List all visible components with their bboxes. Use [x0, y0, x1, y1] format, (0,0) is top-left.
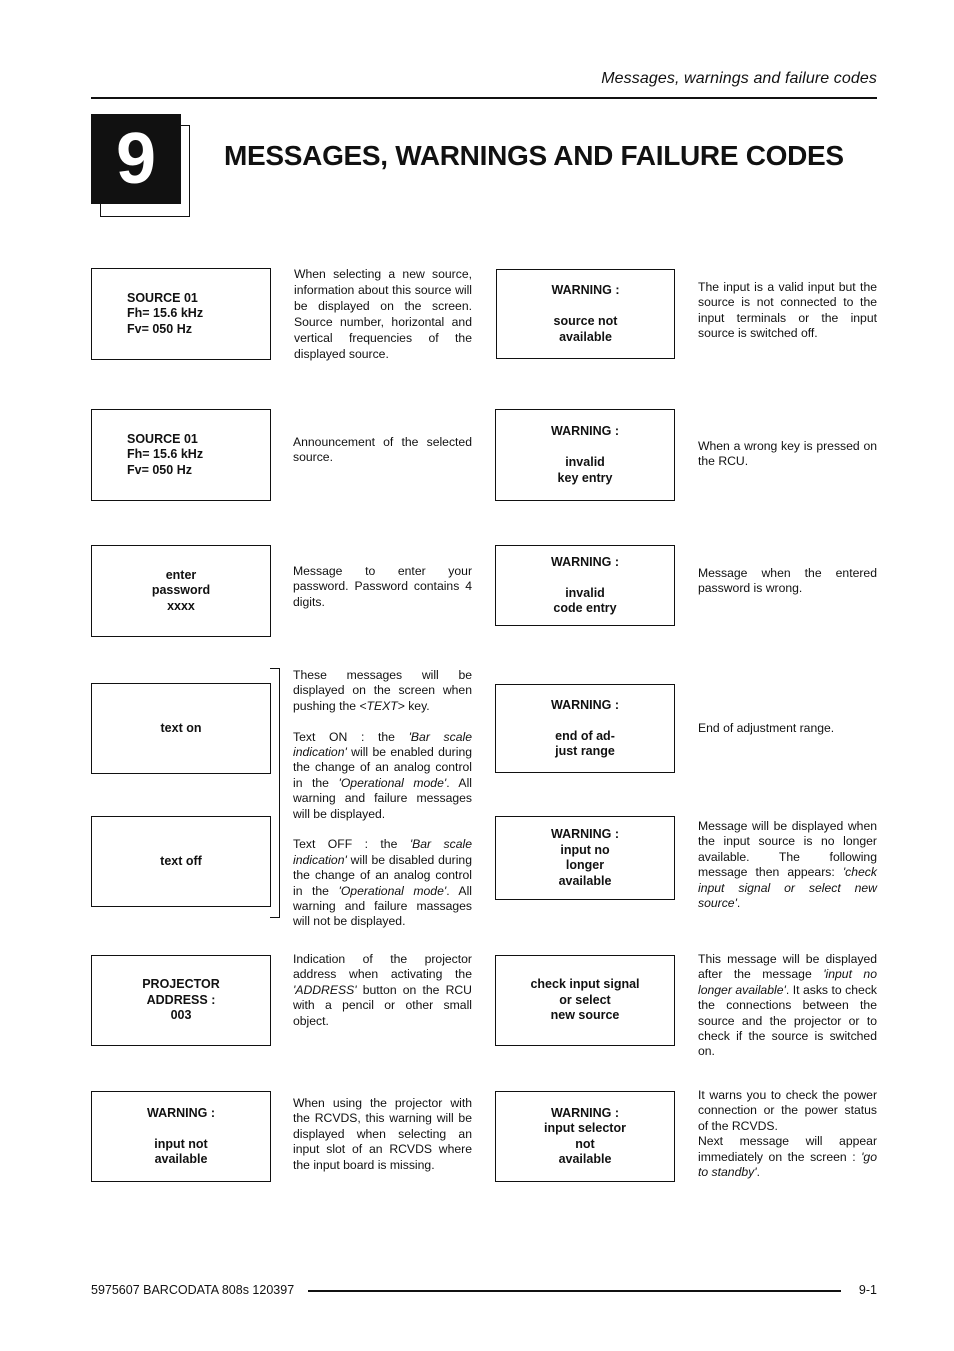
- message-description: [698, 952, 877, 1060]
- message-line: end of ad-: [555, 728, 615, 743]
- message-description: [294, 266, 472, 362]
- description-text: This message will be displayed after the message 'input no longer available'. It asks to check the connections between the source and the projector or to check if the source is switched on.: [698, 952, 878, 1059]
- description-text: The input is a valid input but the source is not connected to the input terminals or the input source is switched off.: [698, 280, 877, 341]
- message-line: Fh= 15.6 kHz: [127, 447, 204, 462]
- message-box-warning-invalid-code-entry: [495, 545, 675, 626]
- header-rule: [91, 97, 877, 99]
- footer-rule: [308, 1290, 841, 1292]
- description-text: When a wrong key is pressed on the RCU.: [698, 439, 877, 469]
- description-text: It warns you to check the power connection or the power status of the RCVDS. Next message will appear immediately on the screen : 'go to standby'.: [698, 1088, 877, 1180]
- message-line: Fh= 15.6 kHz: [127, 306, 204, 321]
- description-paragraph: These messages will be displayed on the screen when pushing the <TEXT> key.: [293, 668, 472, 713]
- description-text: Announcement of the selected source.: [293, 435, 472, 465]
- message-line: invalid: [565, 455, 605, 469]
- message-box-text-on: [91, 683, 271, 774]
- message-line: enter: [165, 567, 197, 582]
- chapter-title: MESSAGES, WARNINGS AND FAILURE CODES: [224, 140, 844, 171]
- description-text: Message will be displayed when the input source is no longer available. The following message then appears: 'check input signal or select new source'.: [698, 819, 877, 911]
- message-line: available: [559, 329, 612, 344]
- message-line: [147, 1121, 215, 1137]
- grouping-bracket: [270, 668, 280, 918]
- message-description: [293, 564, 472, 610]
- description-text: When using the projector with the RCVDS, this warning will be displayed when selecting an input slot of an RCVDS where the input board is missing.: [293, 1096, 472, 1172]
- message-box-projector-address: [91, 955, 271, 1046]
- message-line: [551, 570, 619, 586]
- message-box-check-input-signal: [495, 955, 675, 1046]
- message-line: available: [558, 1152, 612, 1166]
- message-line: not: [575, 1136, 595, 1151]
- description-text: Message when the entered password is wrong.: [698, 566, 877, 596]
- message-line: longer: [565, 858, 605, 872]
- description-paragraph: Text OFF : the 'Bar scale indication' will be disabled during the change of an analog control in the 'Operational mode'. All warning and failure massages will not be displayed.: [293, 837, 472, 929]
- message-line: SOURCE 01: [127, 431, 198, 446]
- message-line: available: [558, 873, 612, 888]
- message-line: ADDRESS :: [146, 992, 216, 1007]
- message-line: available: [154, 1152, 208, 1166]
- message-line: check input signal: [530, 977, 640, 992]
- message-line: xxxx: [167, 598, 195, 613]
- message-line: text on: [160, 720, 202, 735]
- message-box-warning-input-not-available: [91, 1091, 271, 1182]
- message-description: [293, 952, 472, 1029]
- message-line: WARNING :: [550, 1105, 620, 1120]
- message-line: key entry: [557, 470, 613, 485]
- message-line: or select: [559, 992, 611, 1007]
- message-line: [551, 713, 619, 729]
- message-description-text-on-off: [293, 668, 472, 930]
- message-description: [698, 1088, 877, 1180]
- message-line: just range: [555, 744, 615, 758]
- message-line: WARNING :: [550, 424, 620, 438]
- message-box-source-announcement: [91, 409, 271, 501]
- message-description: [698, 566, 877, 597]
- description-paragraph: Text ON : the 'Bar scale indication' will be enabled during the change of an analog control in the 'Operational mode'. All warning and failure messages will be displayed.: [293, 729, 472, 821]
- description-text: Indication of the projector address when activating the 'ADDRESS' button on the RCU with a pencil or other small object.: [293, 952, 472, 1028]
- message-line: invalid: [565, 585, 605, 600]
- message-line: input not: [154, 1136, 208, 1151]
- description-text: When selecting a new source, information about this source will be displayed on the screen. Source number, horizontal and vertical frequencies of the displayed source.: [294, 267, 472, 361]
- message-line: input selector: [544, 1121, 626, 1135]
- message-box-source-selection: [91, 268, 271, 360]
- message-box-warning-invalid-key-entry: [495, 409, 675, 501]
- message-line: WARNING :: [550, 827, 620, 841]
- message-line: WARNING :: [551, 283, 620, 297]
- message-description: [698, 439, 877, 470]
- message-description: [293, 1096, 472, 1173]
- message-line: WARNING :: [550, 697, 620, 712]
- footer-doc-id: 5975607 BARCODATA 808s 120397: [91, 1283, 295, 1297]
- message-line: 003: [170, 1008, 192, 1023]
- description-text: End of adjustment range.: [698, 721, 835, 735]
- message-line: PROJECTOR: [142, 977, 220, 992]
- message-line: SOURCE 01: [127, 290, 198, 305]
- message-box-warning-end-of-adjust-range: [495, 684, 675, 773]
- description-text: Message to enter your password. Password contains 4 digits.: [293, 564, 472, 609]
- message-line: source not: [553, 314, 618, 328]
- message-line: Fv= 050 Hz: [127, 321, 192, 336]
- message-box-warning-input-no-longer-available: [495, 816, 675, 900]
- message-description: [698, 721, 877, 736]
- running-header: Messages, warnings and failure codes: [601, 70, 877, 87]
- message-box-text-off: [91, 816, 271, 907]
- message-line: code entry: [553, 601, 617, 615]
- message-line: [551, 440, 619, 456]
- message-line: WARNING :: [550, 554, 620, 569]
- message-line: password: [151, 583, 211, 598]
- message-description: [698, 280, 877, 342]
- message-line: text off: [160, 853, 202, 868]
- footer-page-number: 9-1: [858, 1283, 877, 1297]
- message-box-enter-password: [91, 545, 271, 637]
- message-line: Fv= 050 Hz: [127, 462, 192, 477]
- message-line: new source: [550, 1008, 620, 1023]
- message-line: [551, 299, 619, 315]
- message-line: input no: [560, 842, 610, 857]
- message-description: [698, 819, 877, 911]
- chapter-number: 9: [91, 114, 181, 204]
- message-line: WARNING :: [146, 1105, 216, 1120]
- message-box-warning-source-not-available: [496, 269, 675, 359]
- message-description: [293, 435, 472, 466]
- message-box-warning-input-selector-not-available: [495, 1091, 675, 1182]
